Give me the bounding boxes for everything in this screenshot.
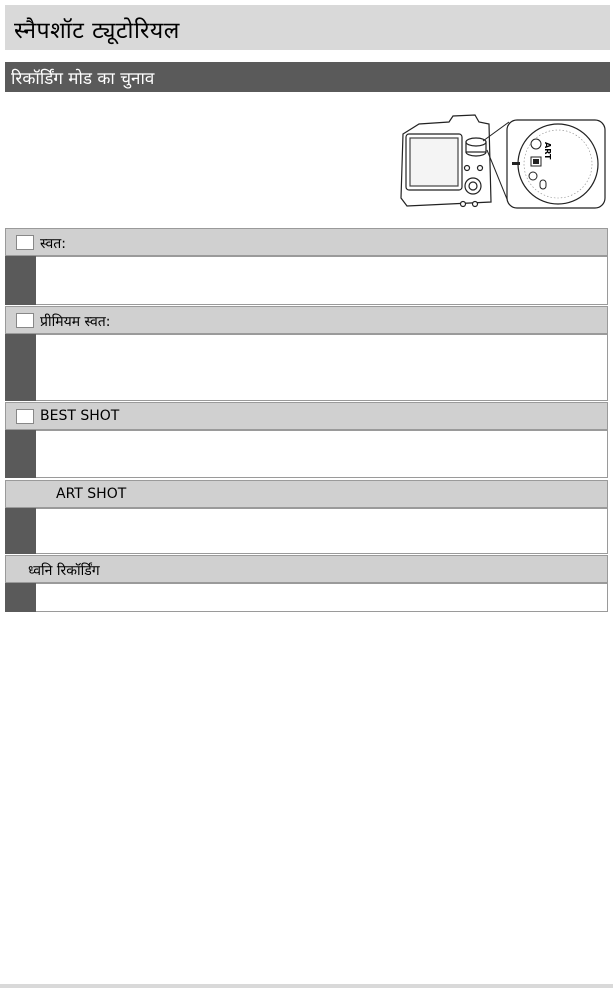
mode-icon-placeholder bbox=[16, 409, 34, 424]
mode-side-bar bbox=[5, 430, 36, 478]
mode-label: स्वत: bbox=[40, 236, 66, 252]
mode-box-art-shot bbox=[5, 480, 608, 554]
dial-indicator bbox=[512, 162, 520, 165]
title-bar bbox=[5, 5, 610, 50]
mode-header bbox=[5, 228, 608, 256]
dial-art-label: ART bbox=[543, 142, 552, 160]
mode-description bbox=[36, 256, 608, 305]
mode-description bbox=[36, 508, 608, 554]
mode-box-premium-auto bbox=[5, 306, 608, 401]
mode-label: BEST SHOT bbox=[40, 408, 120, 424]
mode-label: प्रीमियम स्वत: bbox=[40, 314, 111, 330]
mode-icon-placeholder bbox=[16, 313, 34, 328]
premium-auto-icon bbox=[529, 172, 537, 180]
section-title: रिकॉर्डिंग मोड का चुनाव bbox=[11, 69, 155, 89]
mode-header bbox=[5, 306, 608, 334]
footer-rule bbox=[0, 984, 613, 988]
mode-header bbox=[5, 480, 608, 508]
voice-recording-icon bbox=[540, 180, 546, 189]
mode-side-bar bbox=[5, 334, 36, 401]
mode-dial bbox=[518, 124, 598, 204]
mode-label: ART SHOT bbox=[56, 486, 127, 502]
mode-header bbox=[5, 402, 608, 430]
mode-description bbox=[36, 430, 608, 478]
mode-box-auto bbox=[5, 228, 608, 305]
mode-icon-placeholder bbox=[16, 235, 34, 250]
mode-description bbox=[36, 583, 608, 612]
mode-label: ध्वनि रिकॉर्डिंग bbox=[28, 563, 100, 579]
mode-box-voice-recording bbox=[5, 555, 608, 612]
mode-description bbox=[36, 334, 608, 401]
mode-side-bar bbox=[5, 583, 36, 612]
mode-box-best-shot bbox=[5, 402, 608, 478]
page-title: स्नैपशॉट ट्यूटोरियल bbox=[14, 18, 180, 44]
camera-illustration bbox=[397, 112, 607, 212]
mode-side-bar bbox=[5, 508, 36, 554]
camera-body bbox=[401, 115, 491, 207]
mode-header bbox=[5, 555, 608, 583]
section-header bbox=[5, 62, 610, 92]
scene-icon bbox=[531, 139, 541, 149]
mode-dial-callout bbox=[483, 120, 605, 208]
mode-side-bar bbox=[5, 256, 36, 305]
